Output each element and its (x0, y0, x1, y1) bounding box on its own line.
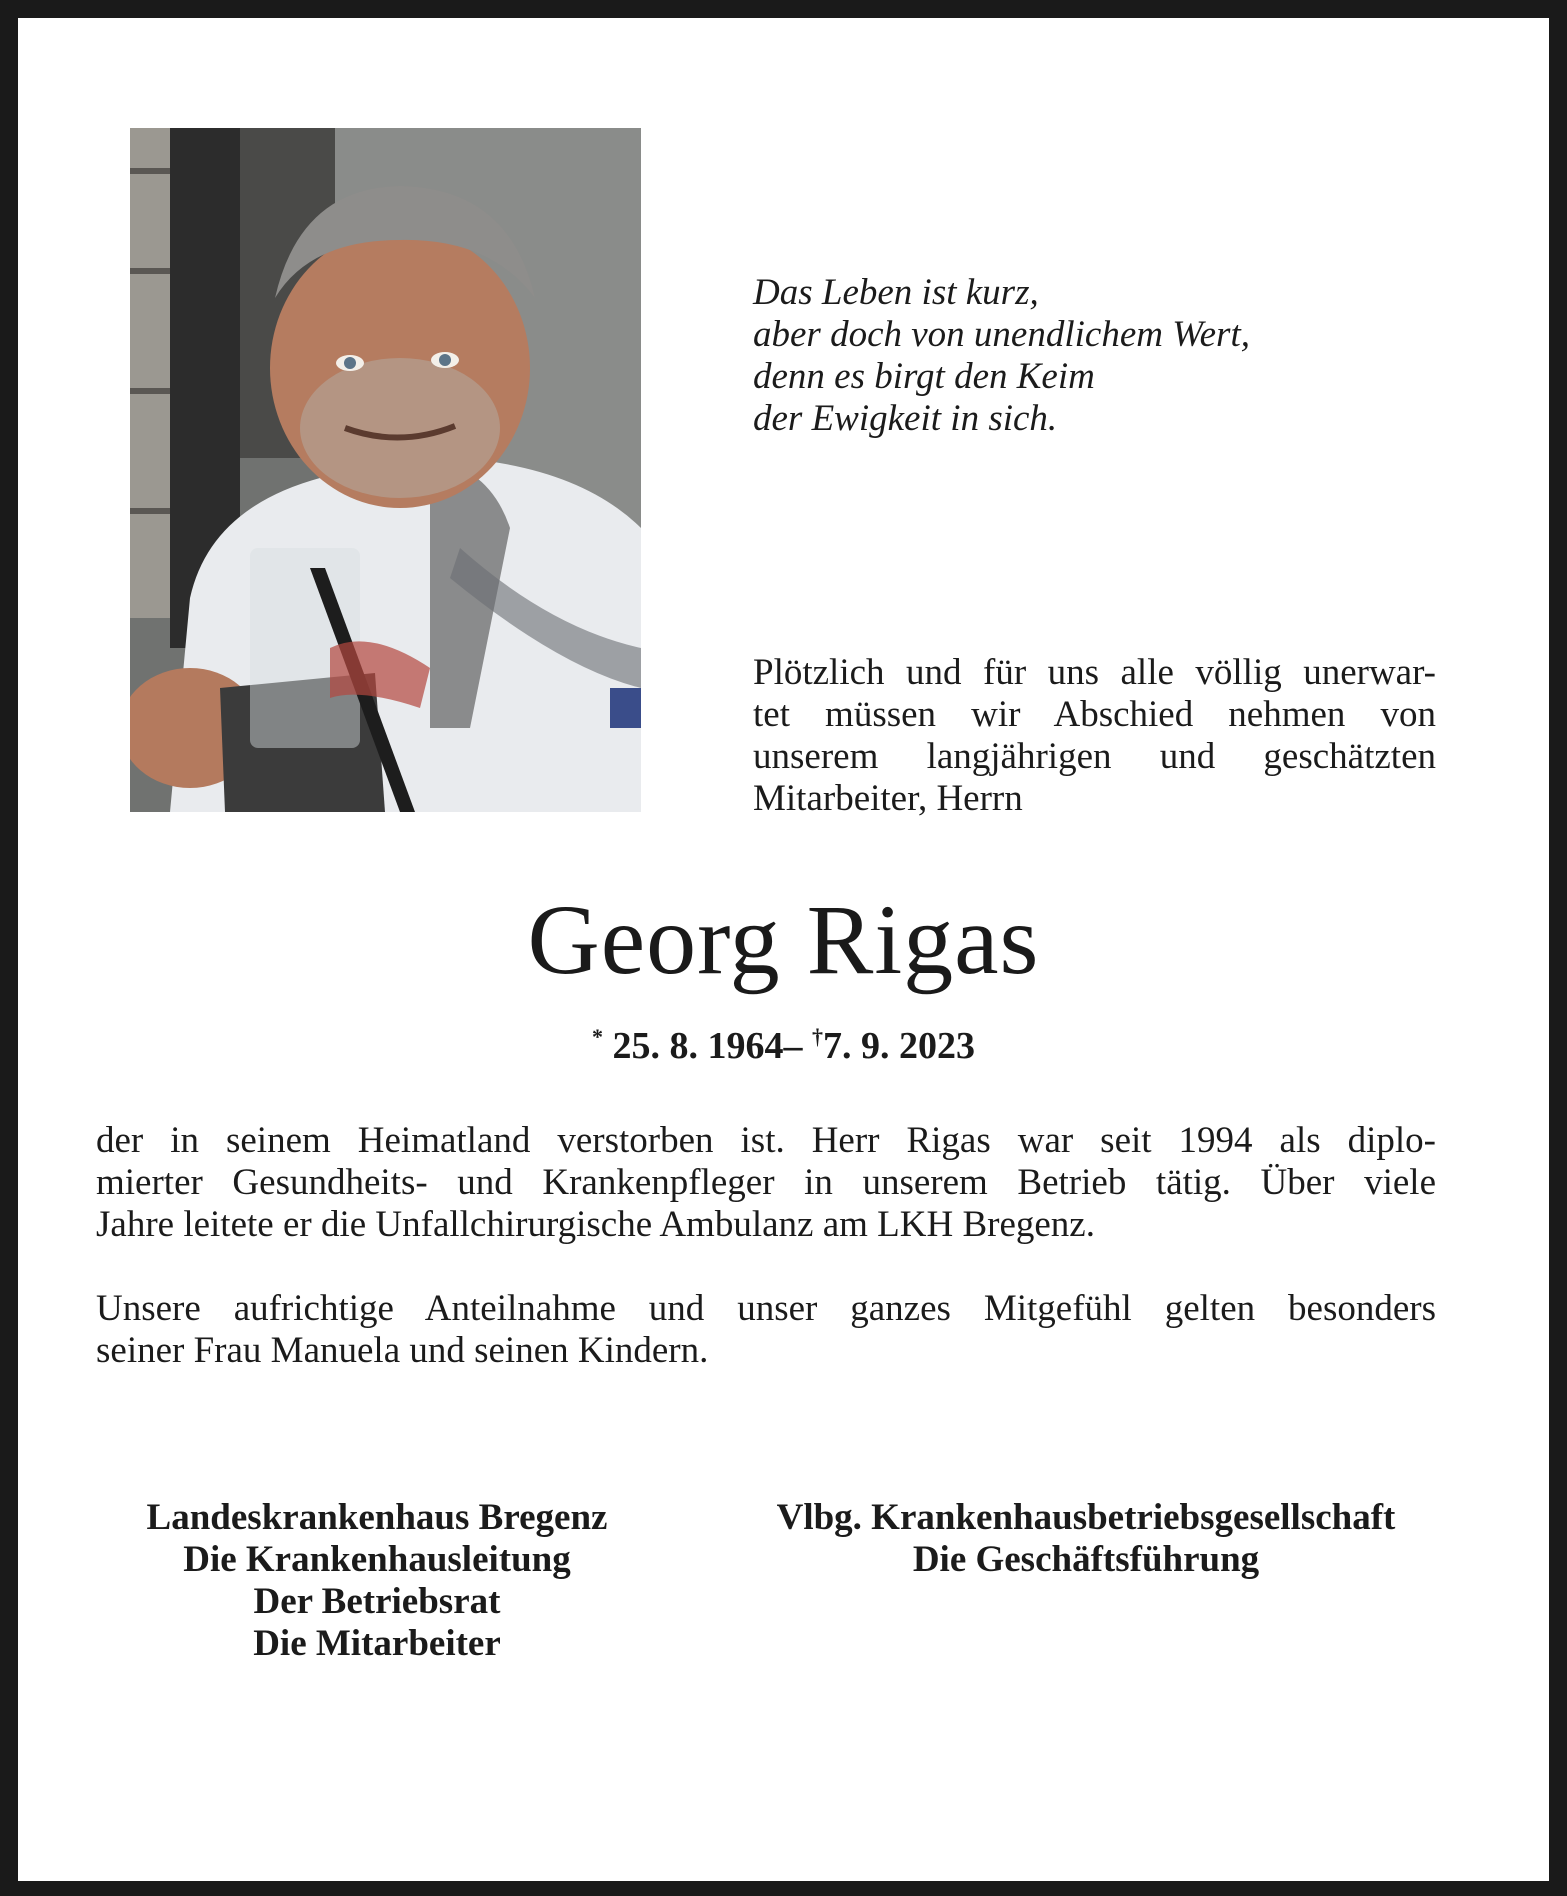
intro-line: unserem langjährigen und geschätzten (753, 736, 1436, 777)
poem-line: der Ewigkeit in sich. (753, 398, 1058, 439)
intro-line: Plötzlich und für uns alle völlig unerwar- (753, 652, 1436, 693)
body-line: seiner Frau Manuela und seinen Kindern. (96, 1330, 709, 1371)
signature-line: Der Betriebsrat (253, 1581, 501, 1622)
paragraph-gap (96, 1246, 1436, 1288)
obituary-body (96, 1120, 1436, 1372)
body-line: Jahre leitete er die Unfallchirurgische Ambulanz am LKH Bregenz. (96, 1204, 1095, 1245)
poem-line: denn es birgt den Keim (753, 356, 1095, 397)
birth-symbol: * (592, 1024, 603, 1049)
signature-line: Die Krankenhausleitung (183, 1539, 571, 1580)
body-line: Unsere aufrichtige Anteilnahme und unser ganzes Mitgefühl gelten besonders (96, 1288, 1436, 1329)
portrait-photo (130, 128, 641, 812)
intro-paragraph (753, 652, 1436, 820)
signature-block-left (96, 1497, 658, 1665)
body-line: der in seinem Heimatland verstorben ist. Herr Rigas war seit 1994 als diplo- (96, 1120, 1436, 1161)
poem-line: aber doch von unendlichem Wert, (753, 314, 1250, 355)
life-dates (0, 1014, 1567, 1069)
deceased-name: Georg Rigas (527, 884, 1040, 995)
signature-line: Landeskrankenhaus Bregenz (146, 1497, 608, 1538)
signature-line: Die Mitarbeiter (253, 1623, 501, 1664)
intro-line: Mitarbeiter, Herrn (753, 778, 1023, 819)
date-separator: – (783, 1025, 803, 1067)
signature-line: Vlbg. Krankenhausbetriebsgesellschaft (776, 1497, 1396, 1538)
poem-quote (753, 272, 1453, 440)
signature-line: Die Geschäftsführung (912, 1539, 1260, 1580)
death-symbol: † (812, 1024, 823, 1049)
signature-block-right (706, 1497, 1466, 1581)
birth-date: 25. 8. 1964 (612, 1025, 784, 1067)
body-line: mierter Gesundheits- und Krankenpfleger in unserem Betrieb tätig. Über viele (96, 1162, 1436, 1203)
poem-line: Das Leben ist kurz, (753, 272, 1039, 313)
intro-line: tet müssen wir Abschied nehmen von (753, 694, 1436, 735)
death-date: 7. 9. 2023 (823, 1025, 975, 1067)
